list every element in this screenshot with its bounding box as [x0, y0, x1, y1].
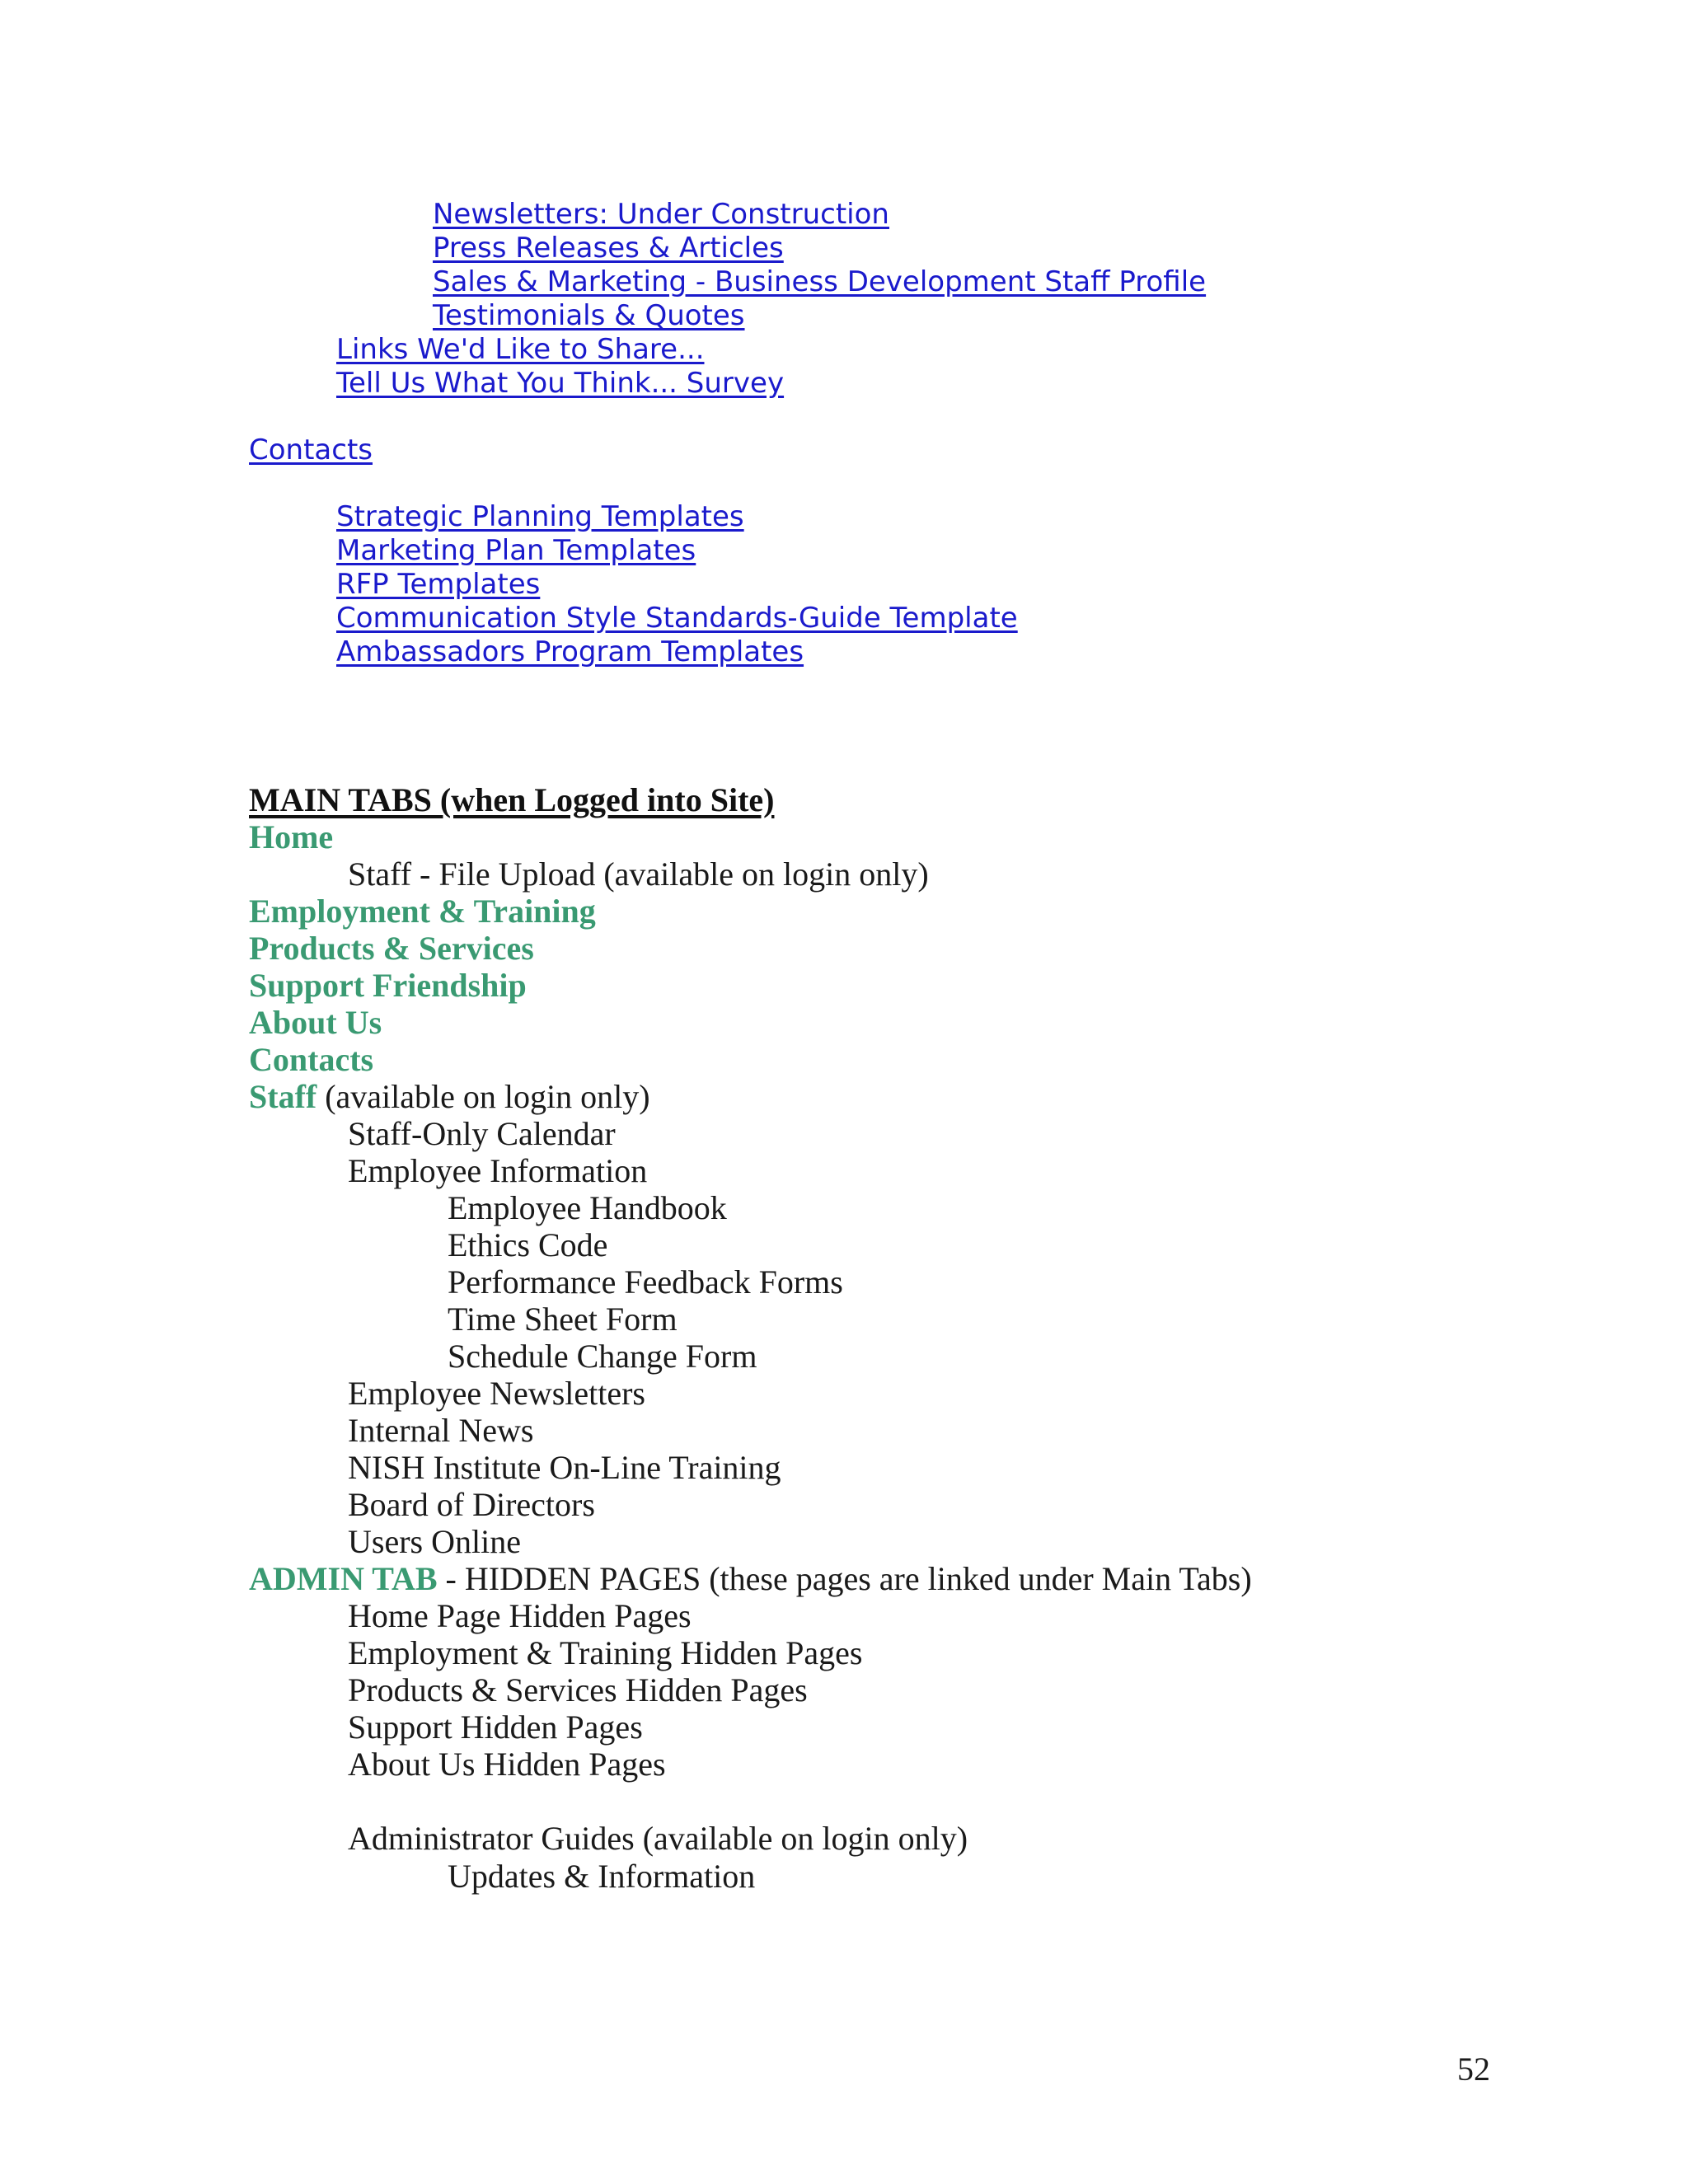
link-press-releases[interactable]: Press Releases & Articles [433, 232, 784, 265]
link-links-to-share[interactable]: Links We'd Like to Share... [336, 333, 705, 366]
admin-item-aboutus-hidden: About Us Hidden Pages [348, 1746, 666, 1783]
staff-note: (available on login only) [316, 1078, 650, 1115]
link-ambassadors-program[interactable]: Ambassadors Program Templates [336, 635, 804, 668]
staff-item-users-online: Users Online [348, 1523, 521, 1560]
link-newsletters[interactable]: Newsletters: Under Construction [433, 198, 889, 231]
staff-item-nish-training: NISH Institute On-Line Training [348, 1449, 781, 1486]
main-tabs-heading: MAIN TABS (when Logged into Site) [249, 781, 775, 818]
tab-staff: Staff [249, 1078, 317, 1115]
tab-contacts: Contacts [249, 1041, 374, 1078]
employee-info-schedule: Schedule Change Form [448, 1338, 757, 1375]
tab-about-us: About Us [249, 1004, 382, 1041]
admin-item-products-hidden: Products & Services Hidden Pages [348, 1671, 808, 1708]
link-testimonials[interactable]: Testimonials & Quotes [433, 299, 745, 332]
employee-info-handbook: Employee Handbook [448, 1189, 727, 1226]
admin-guides: Administrator Guides (available on login only) [348, 1820, 968, 1857]
employee-info-ethics: Ethics Code [448, 1226, 608, 1263]
tab-support-friendship: Support Friendship [249, 967, 527, 1004]
tab-home: Home [249, 818, 334, 855]
staff-item-board: Board of Directors [348, 1486, 595, 1523]
admin-note: - HIDDEN PAGES (these pages are linked under Main Tabs) [437, 1560, 1252, 1597]
link-contacts[interactable]: Contacts [249, 434, 373, 466]
staff-row [249, 1080, 650, 1113]
link-marketing-plan[interactable]: Marketing Plan Templates [336, 534, 696, 567]
staff-item-internal-news: Internal News [348, 1412, 534, 1449]
tab-employment-training: Employment & Training [249, 893, 596, 930]
admin-guides-updates: Updates & Information [448, 1858, 756, 1895]
link-strategic-planning[interactable]: Strategic Planning Templates [336, 500, 744, 533]
admin-item-employment-hidden: Employment & Training Hidden Pages [348, 1634, 863, 1671]
link-sales-marketing[interactable]: Sales & Marketing - Business Development Staff Profile [433, 265, 1207, 298]
staff-item-newsletters: Employee Newsletters [348, 1375, 645, 1412]
employee-info-timesheet: Time Sheet Form [448, 1301, 678, 1338]
link-communication-style[interactable]: Communication Style Standards-Guide Template [336, 602, 1018, 635]
link-rfp-templates[interactable]: RFP Templates [336, 568, 541, 601]
admin-item-support-hidden: Support Hidden Pages [348, 1708, 643, 1746]
admin-row [249, 1560, 1252, 1597]
staff-item-employee-info: Employee Information [348, 1152, 648, 1189]
tab-admin: ADMIN TAB [249, 1560, 438, 1597]
tab-products-services: Products & Services [249, 930, 534, 967]
link-survey[interactable]: Tell Us What You Think... Survey [336, 367, 785, 400]
admin-item-home-hidden: Home Page Hidden Pages [348, 1597, 692, 1634]
page-number: 52 [1457, 2050, 1490, 2088]
home-sub-item: Staff - File Upload (available on login only) [348, 855, 929, 893]
employee-info-performance: Performance Feedback Forms [448, 1263, 843, 1301]
staff-item-calendar: Staff-Only Calendar [348, 1115, 616, 1152]
